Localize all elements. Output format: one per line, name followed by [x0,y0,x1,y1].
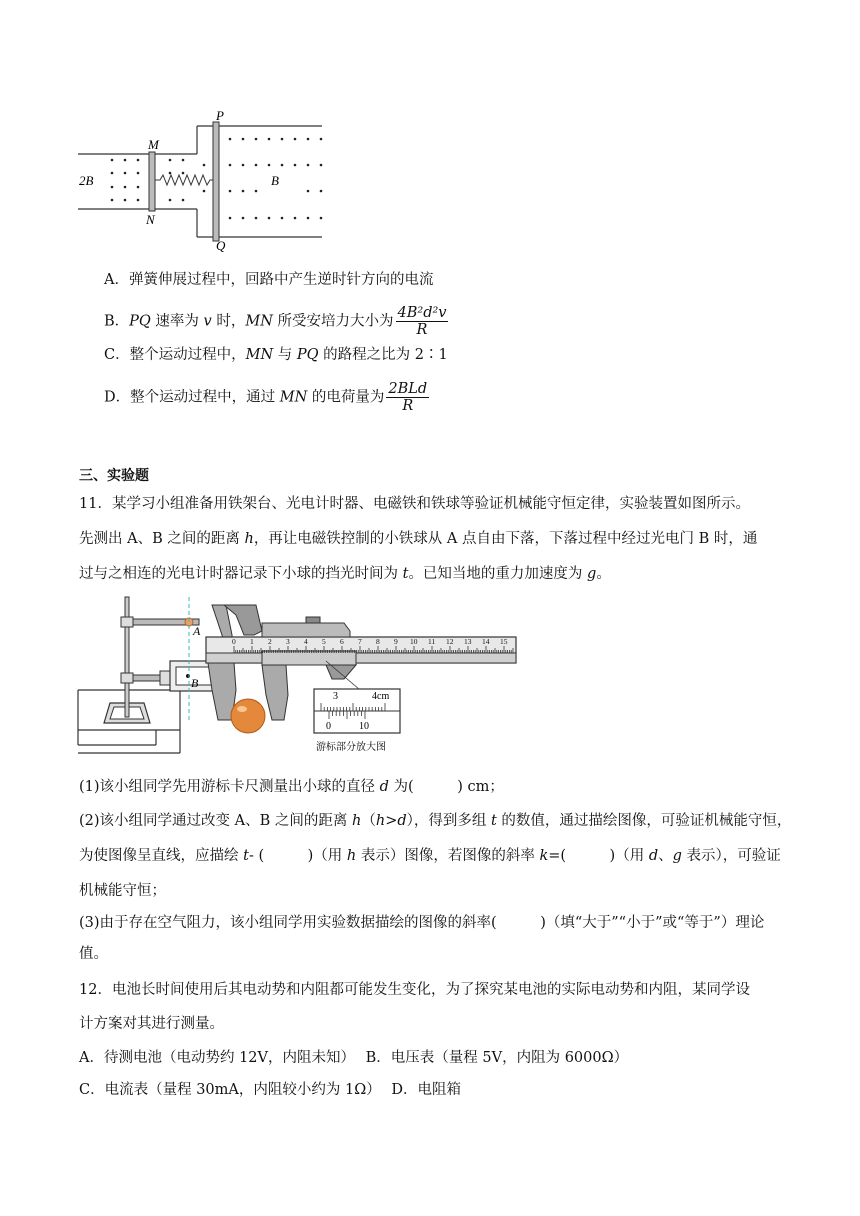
field-dots-right [203,138,323,220]
option-a: A．弹簧伸展过程中，回路中产生逆时针方向的电流 [104,272,434,288]
section-title: 三、实验题 [79,468,149,484]
ruler-tick-label: 12 [446,637,454,646]
q12-option-d: D．电阻箱 [391,1082,461,1098]
label-2B: 2B [79,173,94,188]
inset-label-4cm: 4cm [372,691,390,702]
ruler-tick-label: 14 [482,637,490,646]
q11-part1: (1)该小组同学先用游标卡尺测量出小球的直径 d 为( ) cm； [79,779,504,795]
q12-options-row2 [79,1080,461,1100]
ruler-tick-label: 5 [322,637,326,646]
inset-label-0: 0 [326,721,331,732]
q11-line2: 先测出 A、B 之间的距离 h，再让电磁铁控制的小铁球从 A 点自由下落，下落过程中经过光电门 B 时，通 [79,531,758,547]
label-N: N [146,212,155,227]
rail-figure [70,108,340,253]
ruler-tick-label: 1 [250,637,254,646]
inset-label-3: 3 [333,691,338,702]
vernier-inset [314,689,400,733]
label-B: B [271,173,279,188]
q12-line1: 12．电池长时间使用后其电动势和内阻都可能发生变化，为了探究某电池的实际电动势和内阻，某同学设 [79,982,750,998]
label-fig-B: B [191,676,199,690]
label-fig-A: A [193,624,201,638]
q11-part2-line2: 为使图像呈直线，应描绘 t- ( )（用 h 表示）图像，若图像的斜率 k=( )（用 d、g 表示），可验证 [79,848,781,864]
q12-option-a: A．待测电池（电动势约 12V，内阻未知） [79,1050,356,1066]
q11-part3-line2: 值。 [79,946,108,962]
q11-part2-line3: 机械能守恒； [79,883,166,899]
ruler-tick-label: 2 [268,637,272,646]
ruler-tick-label: 0 [232,637,236,646]
option-c: C．整个运动过程中，MN 与 PQ 的路程之比为 2∶1 [104,347,448,363]
ruler-tick-label: 8 [376,637,380,646]
label-M: M [148,137,159,152]
q11-part2-line1: (2)该小组同学通过改变 A、B 之间的距离 h（h>d），得到多组 t 的数值，通过描绘图像，可验证机械能守恒， [79,813,792,829]
stand-rod [125,597,129,717]
option-d: D．整个运动过程中，通过 MN 的电荷量为 $\frac{\text{2BLd}}{R}$ [104,381,428,414]
apparatus-figure [76,595,521,760]
q12-line2: 计方案对其进行测量。 [79,1016,224,1032]
label-Q: Q [216,238,226,253]
option-b: B．PQ 速率为 v 时，MN 所受安培力大小为 $\frac{\text{4B²d²v}}{R}$ [104,305,447,338]
ruler-tick-label: 10 [410,637,418,646]
rod-mn [149,152,155,211]
ruler-tick-label: 9 [394,637,398,646]
ball-in-caliper [231,699,265,733]
q12-option-c: C．电流表（量程 30mA，内阻较小约为 1Ω） [79,1082,381,1098]
spring [155,175,213,185]
q11-line1: 11．某学习小组准备用铁架台、光电计时器、电磁铁和铁球等验证机械能守恒定律，实验装置如图所示。 [79,496,750,512]
ruler-tick-label: 15 [500,637,508,646]
inset-caption: 游标部分放大图 [316,742,386,753]
label-P: P [216,108,224,123]
fraction-d: $\frac{\text{2BLd}}{R}$ [388,381,428,414]
q12-options-row1 [79,1048,628,1068]
q11-line3: 过与之相连的光电计时器记录下小球的挡光时间为 t。已知当地的重力加速度为 g。 [79,566,611,582]
q12-option-b: B．电压表（量程 5V，内阻为 6000Ω） [365,1050,629,1066]
ruler-tick-label: 11 [428,637,436,646]
q11-part3-line1: (3)由于存在空气阻力，该小组同学用实验数据描绘的图像的斜率( )（填“大于”“小于”或“等于”）理论 [79,915,765,931]
fraction-b: $\frac{\text{4B²d²v}}{R}$ [397,305,447,338]
rod-pq [213,122,219,241]
ruler-tick-label: 7 [358,637,362,646]
ruler-tick-label: 6 [340,637,344,646]
ruler-tick-label: 3 [286,637,290,646]
ruler-tick-label: 13 [464,637,472,646]
ruler-tick-label: 4 [304,637,308,646]
inset-label-10: 10 [359,721,369,732]
